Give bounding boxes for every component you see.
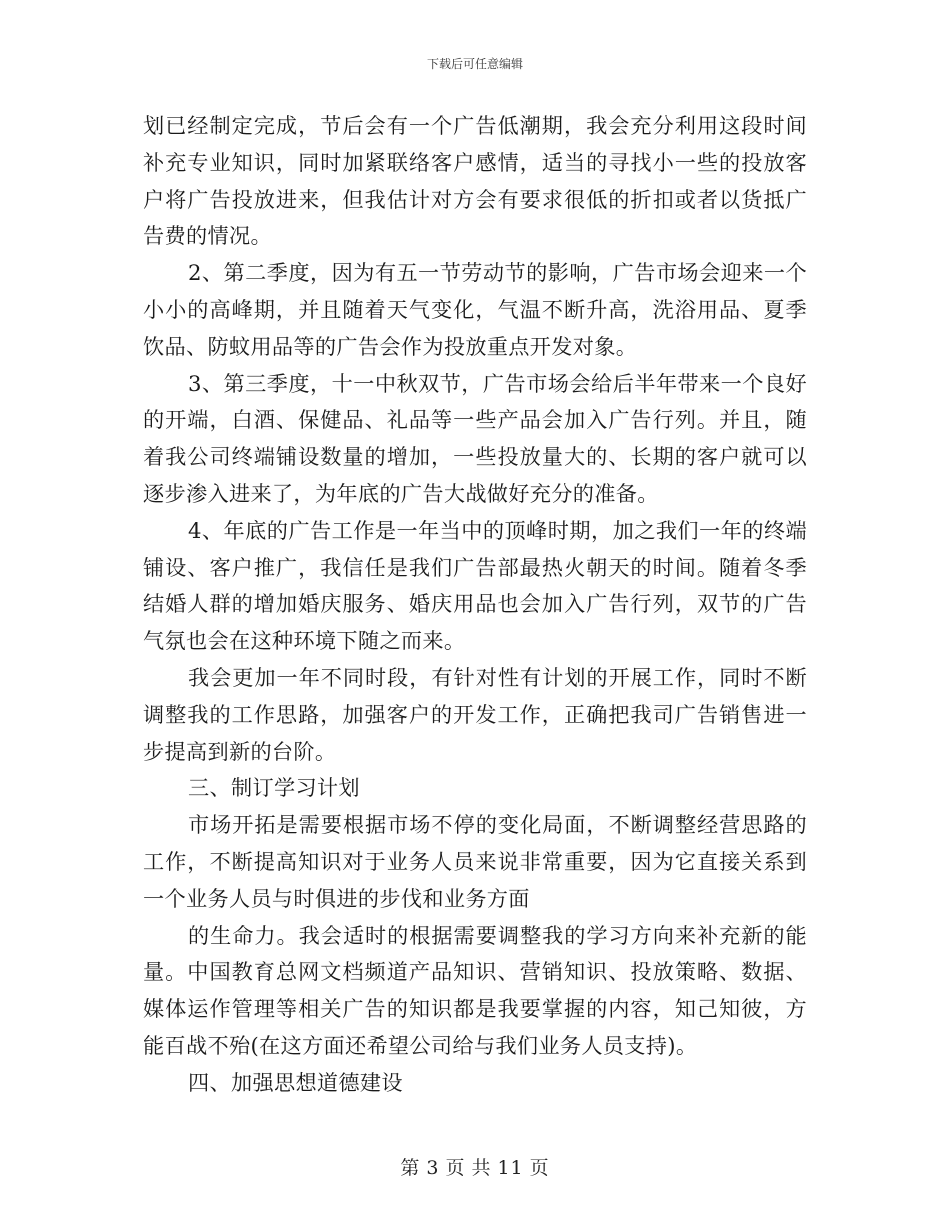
section-heading-study-plan: 三、制订学习计划 [188, 775, 360, 801]
page-footer [0, 1153, 950, 1180]
paragraph-market-expansion: 市场开拓是需要根据市场不停的变化局面，不断调整经营思路的工作，不断提高知识对于业务人员来说非常重要，因为它直接关系到一个业务人员与时俱进的步伐和业务方面 [143, 812, 807, 911]
paragraph-q3: 3、第三季度，十一中秋双节，广告市场会给后半年带来一个良好的开端，白酒、保健品、礼品等一些产品会加入广告行列。并且，随着我公司终端铺设数量的增加，一些投放量大的、长期的客户就可以逐步渗入进来了，为年底的广告大战做好充分的准备。 [143, 370, 807, 506]
footer-total-pages: 11 [497, 1157, 524, 1179]
paragraph-learning: 的生命力。我会适时的根据需要调整我的学习方向来补充新的能量。中国教育总网文档频道产品知识、营销知识、投放策略、数据、媒体运作管理等相关广告的知识都是我要掌握的内容，知己知彼，方能百战不殆(在这方面还希望公司给与我们业务人员支持)。 [143, 922, 807, 1058]
footer-total-word: 共 [471, 1157, 492, 1179]
footer-prefix: 第 [400, 1157, 421, 1179]
footer-suffix: 页 [529, 1157, 550, 1179]
footer-current-page: 3 [426, 1157, 440, 1179]
document-body [143, 108, 807, 1102]
header-note: 下载后可任意编辑 [426, 57, 523, 71]
section-heading-ethics: 四、加强思想道德建设 [188, 1069, 403, 1095]
paragraph-year-end: 4、年底的广告工作是一年当中的顶峰时期，加之我们一年的终端铺设、客户推广，我信任是我们广告部最热火朝天的时间。随着冬季结婚人群的增加婚庆服务、婚庆用品也会加入广告行列，双节的广告气氛也会在这种环境下随之而来。 [143, 517, 807, 654]
footer-page-word: 页 [445, 1157, 466, 1179]
paragraph-plan-summary: 我会更加一年不同时段，有针对性有计划的开展工作，同时不断调整我的工作思路，加强客户的开发工作，正确把我司广告销售进一步提高到新的台阶。 [143, 664, 807, 764]
paragraph-q2: 2、第二季度，因为有五一节劳动节的影响，广告市场会迎来一个小小的高峰期，并且随着天气变化，气温不断升高，洗浴用品、夏季饮品、防蚊用品等的广告会作为投放重点开发对象。 [143, 260, 807, 359]
paragraph-continuation: 划已经制定完成，节后会有一个广告低潮期，我会充分利用这段时间补充专业知识，同时加紧联络客户感情，适当的寻找小一些的投放客户将广告投放进来，但我估计对方会有要求很低的折扣或者以货抵广告费的情况。 [143, 113, 807, 249]
